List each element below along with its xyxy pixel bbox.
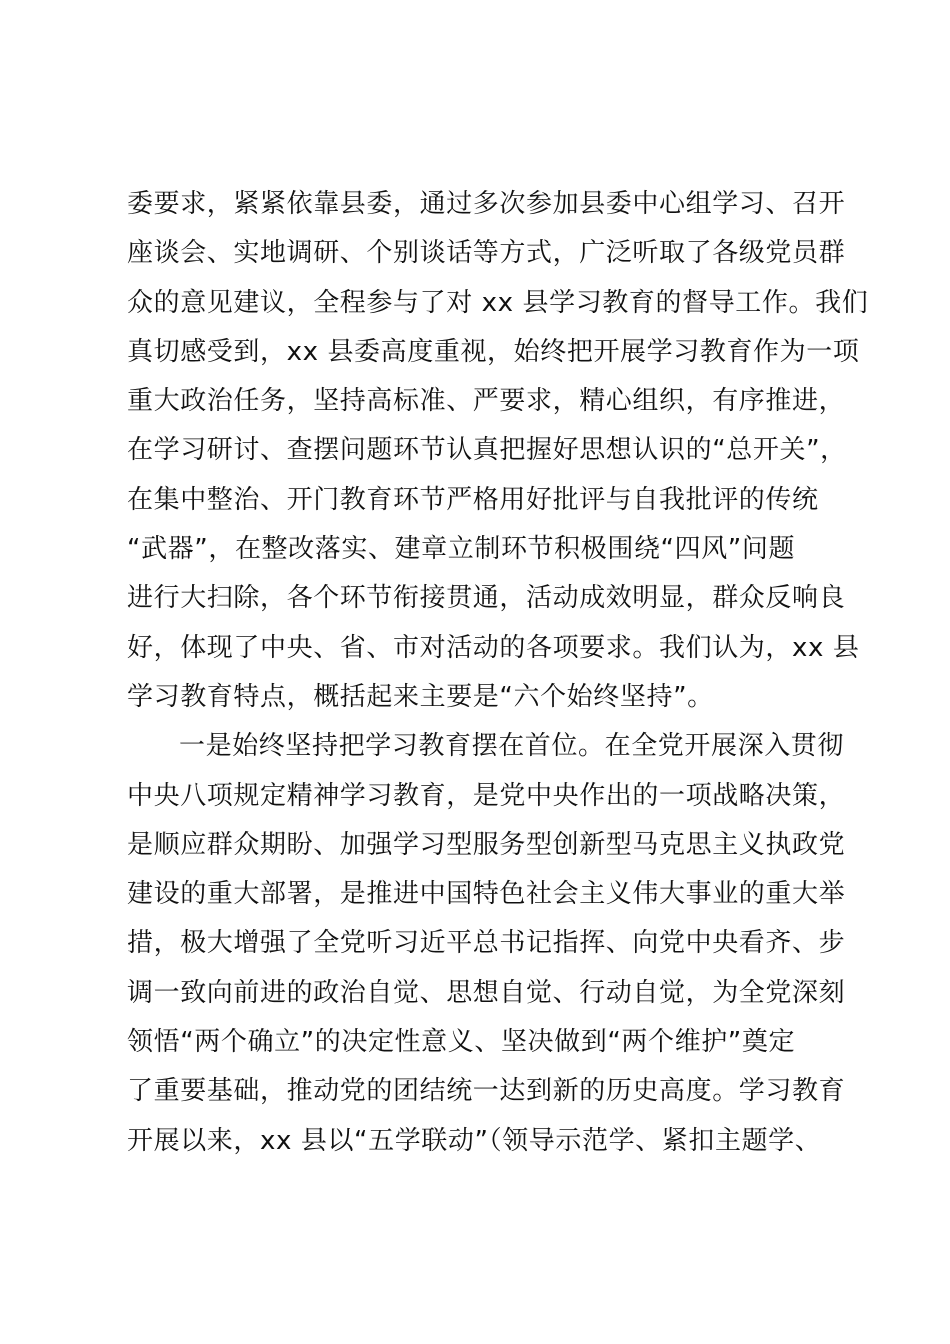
text-line: 好，体现了中央、省、市对活动的各项要求。我们认为，xx 县 (127, 632, 860, 663)
text-line: 在学习研讨、查摆问题环节认真把握好思想认识的“总开关”， (127, 435, 847, 466)
body-text (127, 180, 869, 1166)
text-line: 座谈会、实地调研、个别谈话等方式，广泛听取了各级党员群 (127, 238, 846, 269)
text-line: 中央八项规定精神学习教育，是党中央作出的一项战略决策， (127, 780, 846, 811)
text-line: 调一致向前进的政治自觉、思想自觉、行动自觉，为全党深刻 (127, 977, 846, 1008)
text-line: 建设的重大部署，是推进中国特色社会主义伟大事业的重大举 (127, 879, 846, 910)
text-line: 措，极大增强了全党听习近平总书记指挥、向党中央看齐、步 (127, 928, 846, 959)
text-line: “武器”，在整改落实、建章立制环节积极围绕“四风”问题 (127, 534, 796, 565)
text-line: 是顺应群众期盼、加强学习型服务型创新型马克思主义执政党 (127, 829, 846, 860)
text-line: 领悟“两个确立”的决定性意义、坚决做到“两个维护”奠定 (127, 1027, 796, 1058)
text-line: 在集中整治、开门教育环节严格用好批评与自我批评的传统 (127, 484, 819, 515)
text-line: 众的意见建议，全程参与了对 xx 县学习教育的督导工作。我们 (127, 287, 869, 318)
text-line: 真切感受到，xx 县委高度重视，始终把开展学习教育作为一项 (127, 336, 860, 367)
paragraph-first-line: 一是始终坚持把学习教育摆在首位。在全党开展深入贯彻 (179, 731, 845, 762)
text-line: 重大政治任务，坚持高标准、严要求，精心组织，有序推进， (127, 386, 846, 417)
text-line: 开展以来，xx 县以“五学联动”（领导示范学、紧扣主题学、 (127, 1125, 822, 1156)
text-line: 进行大扫除，各个环节衔接贯通，活动成效明显，群众反响良 (127, 583, 846, 614)
text-line: 了重要基础，推动党的团结统一达到新的历史高度。学习教育 (127, 1076, 846, 1107)
text-line: 委要求，紧紧依靠县委，通过多次参加县委中心组学习、召开 (127, 189, 846, 219)
text-line: 学习教育特点，概括起来主要是“六个始终坚持”。 (127, 681, 714, 712)
